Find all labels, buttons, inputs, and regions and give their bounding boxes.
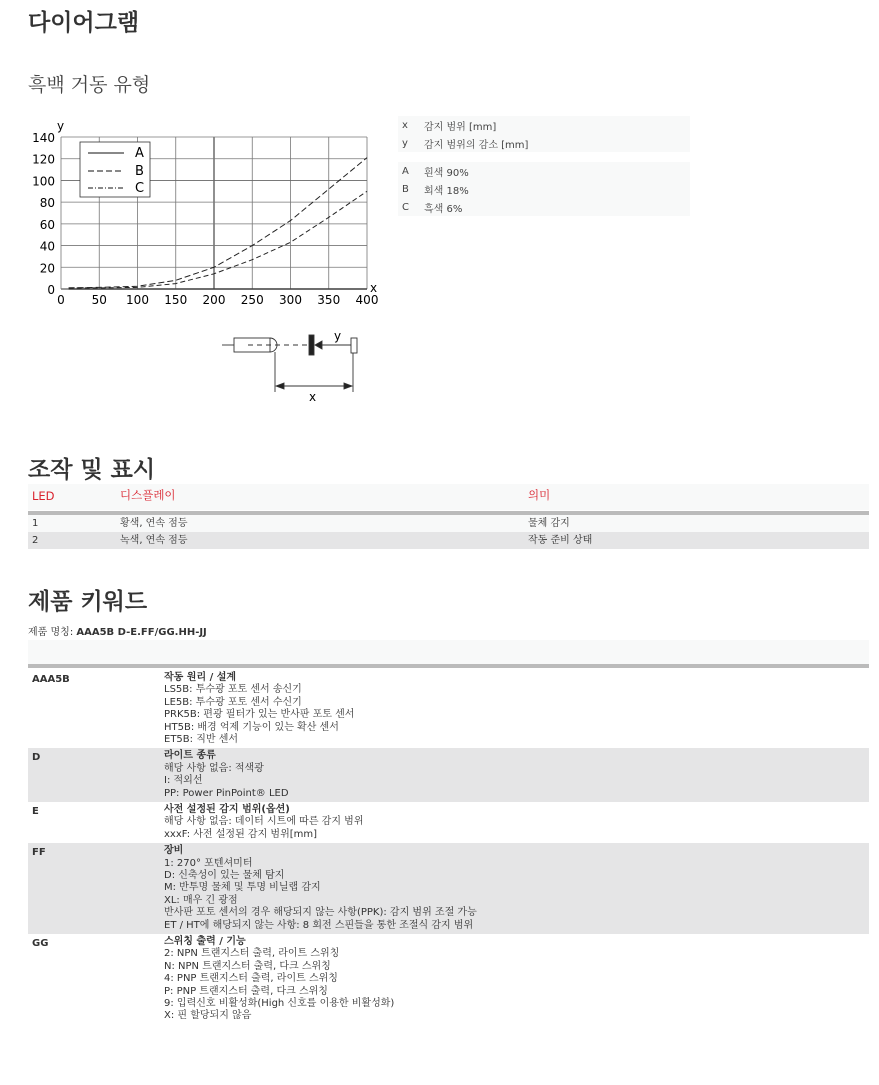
product-name: 제품 명칭: AAA5B D-E.FF/GG.HH-JJ xyxy=(28,627,207,638)
legend-c: C xyxy=(135,181,145,196)
keyword-option: N: NPN 트랜지스터 출력, 다크 스위칭 xyxy=(164,960,331,972)
keyword-option: XL: 매우 긴 광점 xyxy=(164,894,238,906)
legend-value: 흑색 6% xyxy=(424,203,463,215)
y-axis-label: y xyxy=(57,119,65,133)
legend-key: C xyxy=(402,201,409,213)
legend-key: B xyxy=(402,183,409,195)
keyword-title: 스위칭 출력 / 기능 xyxy=(164,936,246,947)
legend-value: 회색 18% xyxy=(424,185,469,197)
keyword-code: D xyxy=(32,752,41,764)
keyword-option: 해당 사항 없음: 데이터 시트에 따른 감지 범위 xyxy=(164,816,364,828)
keyword-option: 해당 사항 없음: 적색광 xyxy=(164,762,264,774)
chart-legend-table xyxy=(398,116,690,216)
col-led: LED xyxy=(32,489,55,503)
keyword-code: AAA5B xyxy=(32,674,70,685)
schematic-y-label: y xyxy=(334,329,342,343)
y-tick-label: 140 xyxy=(32,131,55,145)
keyword-option: 4: PNP 트랜지스터 출력, 라이트 스위칭 xyxy=(164,973,338,985)
keyword-option: ET / HT에 해당되지 않는 사항: 8 회전 스핀들을 통한 조절식 감지 범위 xyxy=(164,919,474,931)
legend-b: B xyxy=(135,164,144,179)
keyword-option: M: 반투명 물체 및 투명 비닐랩 감지 xyxy=(164,882,321,894)
sensor-schematic xyxy=(222,335,357,392)
keyword-code: E xyxy=(32,806,39,817)
keyword-option: HT5B: 배경 억제 기능이 있는 확산 센서 xyxy=(164,721,339,733)
table-row: 1 황색, 연속 점등 물체 감지 xyxy=(28,515,869,532)
col-display: 디스플레이 xyxy=(120,488,176,502)
sensing-range-chart xyxy=(22,112,392,412)
series-C xyxy=(69,191,367,288)
x-tick-label: 50 xyxy=(91,293,107,307)
x-tick-label: 400 xyxy=(355,293,379,307)
y-tick-label: 0 xyxy=(47,283,55,297)
keyword-option: P: PNP 트랜지스터 출력, 다크 스위칭 xyxy=(164,985,328,997)
col-meaning: 의미 xyxy=(528,488,551,502)
section-title-keywords: 제품 키워드 xyxy=(28,589,148,615)
keyword-title: 장비 xyxy=(164,845,184,857)
keyword-row xyxy=(28,934,869,1025)
y-tick-label: 120 xyxy=(32,152,55,167)
legend-value: 감지 범위의 감소 [mm] xyxy=(424,139,529,151)
chart-legend xyxy=(80,142,150,197)
op-table-header xyxy=(28,484,869,510)
section-title-operation: 조작 및 표시 xyxy=(28,457,156,483)
subtitle-bw-behavior: 흑백 거동 유형 xyxy=(28,74,151,96)
keyword-option: ET5B: 직반 센서 xyxy=(164,734,239,746)
keyword-option: LS5B: 투수광 포토 센서 송신기 xyxy=(164,684,302,696)
keyword-code: FF xyxy=(32,847,46,859)
keyword-option: 2: NPN 트랜지스터 출력, 라이트 스위칭 xyxy=(164,948,340,960)
legend-a: A xyxy=(135,146,144,161)
legend-value: 흰색 90% xyxy=(424,167,469,179)
keyword-row xyxy=(28,802,869,843)
legend-key: y xyxy=(402,137,408,149)
keyword-option: X: 핀 할당되지 않음 xyxy=(164,1010,252,1022)
y-tick-label: 100 xyxy=(32,174,55,189)
x-tick-label: 250 xyxy=(240,293,264,307)
x-tick-label: 100 xyxy=(126,293,149,307)
table-row: 2 녹색, 연속 점등 작동 준비 상태 xyxy=(28,532,869,549)
keyword-option: PP: Power PinPoint® LED xyxy=(164,787,289,799)
x-tick-label: 150 xyxy=(164,293,188,307)
keyword-row xyxy=(28,843,869,934)
legend-key: A xyxy=(402,165,409,177)
keyword-title: 작동 원리 / 설계 xyxy=(164,672,237,683)
y-tick-label: 20 xyxy=(39,261,55,276)
y-tick-label: 40 xyxy=(39,239,55,254)
x-axis-label: x xyxy=(370,281,378,295)
y-tick-label: 80 xyxy=(39,196,55,211)
keyword-option: 9: 입력신호 비활성화(High 신호를 이용한 비활성화) xyxy=(164,998,395,1010)
keyword-option: 1: 270° 포텐셔미터 xyxy=(164,857,253,869)
x-tick-label: 300 xyxy=(279,293,302,307)
keyword-row xyxy=(28,670,869,748)
section-title-diagram: 다이어그램 xyxy=(28,10,140,36)
keyword-option: PRK5B: 편광 필터가 있는 반사판 포토 센서 xyxy=(164,709,355,721)
keyword-code: GG xyxy=(32,938,49,949)
x-tick-label: 200 xyxy=(202,293,226,307)
keyword-title: 라이트 종류 xyxy=(164,750,216,762)
schematic-x-label: x xyxy=(309,390,317,404)
legend-key: x xyxy=(402,119,408,131)
keyword-option: LE5B: 투수광 포토 센서 수신기 xyxy=(164,696,302,708)
x-tick-label: 350 xyxy=(317,293,341,307)
legend-value: 감지 범위 [mm] xyxy=(424,121,497,133)
keyword-option: 반사판 포토 센서의 경우 해당되지 않는 사항(PPK): 감지 범위 조절 가능 xyxy=(164,907,477,919)
y-tick-label: 60 xyxy=(39,217,55,232)
keyword-option: D: 신축성이 있는 물체 탐지 xyxy=(164,870,285,881)
x-tick-label: 0 xyxy=(57,293,65,307)
keyword-option: I: 적외선 xyxy=(164,775,203,787)
keyword-row xyxy=(28,748,869,802)
keyword-option: xxxF: 사전 설정된 감지 범위[mm] xyxy=(164,828,318,840)
keyword-title: 사전 설정된 감지 범위(옵션) xyxy=(164,804,290,815)
